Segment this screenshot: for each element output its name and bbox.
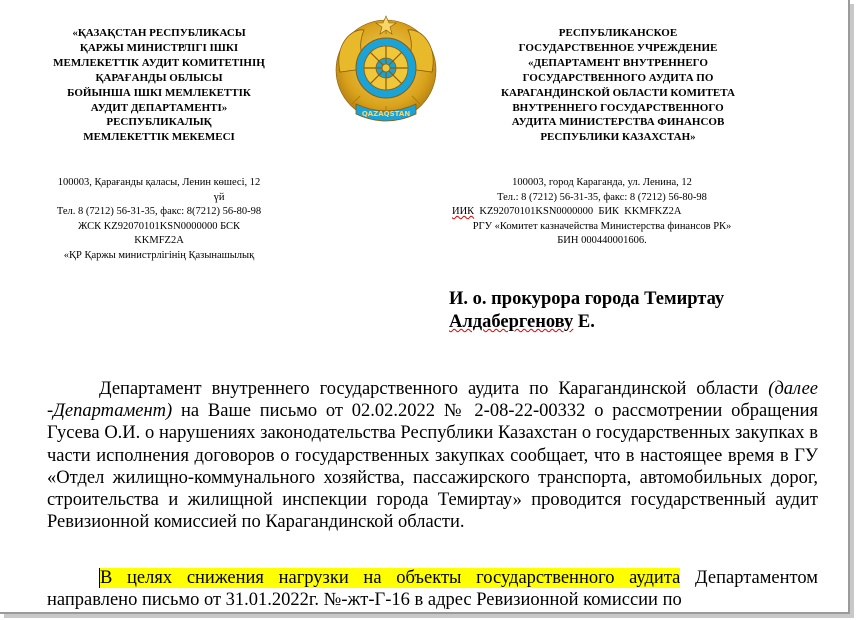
header-line: МЕМЛЕКЕТТІК МЕКЕМЕСІ bbox=[83, 131, 235, 144]
header-line: АУДИТА МИНИСТЕРСТВА ФИНАНСОВ bbox=[511, 116, 725, 129]
addressee-initial: Е. bbox=[573, 312, 595, 332]
body-paragraph-2[interactable] bbox=[47, 567, 818, 611]
header-line: ВНУТРЕННЕГО ГОСУДАРСТВЕННОГО bbox=[512, 101, 724, 114]
address-line bbox=[430, 205, 774, 220]
iik-label: ИИК bbox=[452, 206, 475, 218]
addressee-line-1: И. о. прокурора города Темиртау bbox=[449, 289, 725, 309]
emblem-ribbon-text: QAZAQSTAN bbox=[361, 110, 411, 118]
header-line: РЕСПУБЛИКИ КАЗАХСТАН» bbox=[540, 131, 696, 144]
header-line: КАРАГАНДИНСКОЙ ОБЛАСТИ КОМИТЕТА bbox=[500, 86, 735, 99]
paragraph-italic: (далее -Департамент) bbox=[47, 379, 818, 422]
address-line: Тел.: 8 (7212) 56-31-35, факс: 8 (7212) 56-80-98 bbox=[497, 191, 707, 203]
address-line: 100003, город Караганда, ул. Ленина, 12 bbox=[512, 177, 692, 188]
header-line: РЕСПУБЛИКАНСКОЕ bbox=[558, 27, 678, 39]
header-right-russian bbox=[468, 26, 768, 145]
highlighted-text: В целях снижения нагрузки на объекты государственного аудита bbox=[100, 568, 681, 588]
header-line: БОЙЫНША ІШКІ МЕМЛЕКЕТТІК bbox=[67, 86, 251, 99]
address-line: БИН 000440001606. bbox=[557, 235, 647, 247]
body-paragraph-1[interactable] bbox=[47, 378, 818, 533]
address-line: ЖСК KZ92070101KSN0000000 БСК bbox=[77, 220, 241, 232]
address-left bbox=[32, 176, 286, 264]
address-line: РГУ «Комитет казначейства Министерства финансов РК» bbox=[472, 220, 732, 232]
address-line: үй bbox=[213, 191, 225, 203]
header-line: РЕСПУБЛИКАЛЫҚ bbox=[106, 116, 212, 129]
header-line: «ҚАЗАҚСТАН РЕСПУБЛИКАСЫ bbox=[72, 27, 246, 39]
addressee-line-2 bbox=[449, 311, 724, 334]
address-line: Тел. 8 (7212) 56-31-35, факс: 8(7212) 56-80-98 bbox=[56, 206, 262, 218]
header-line: «ДЕПАРТАМЕНТ ВНУТРЕННЕГО bbox=[528, 56, 708, 69]
paragraph-text: Департаментом направлено письмо от 31.01.2022г. №-жт-Г-16 в адрес Ревизионной комиссии по bbox=[47, 568, 818, 611]
addressee-surname: Алдабергенову bbox=[449, 312, 574, 332]
header-line: АУДИТ ДЕПАРТАМЕНТІ» bbox=[90, 101, 228, 114]
address-line: 100003, Қарағанды қаласы, Ленин көшесі, 12 bbox=[57, 177, 261, 188]
header-left-kazakh bbox=[28, 26, 290, 145]
address-right bbox=[430, 176, 774, 249]
paragraph-text: Департамент внутреннего государственного аудита по Карагандинской области bbox=[99, 379, 769, 399]
header-line: ҚАРЖЫ МИНИСТРЛІГІ ІШКІ bbox=[79, 41, 239, 54]
address-line: «ҚР Қаржы министрлігінің Қазынашылық bbox=[63, 249, 255, 261]
address-line: KKMFZ2A bbox=[134, 235, 184, 247]
header-line: ГОСУДАРСТВЕННОЕ УЧРЕЖДЕНИЕ bbox=[518, 41, 718, 54]
paragraph-text: на Ваше письмо от 02.02.2022 № 2-08-22-00332 о рассмотрении обращения Гусева О.И. о нарушениях законодательства Республики Казахстан о государственных закупках в части исполнения договоров о государственных закупках сообщает, что в настоящее время в ГУ «Отдел жилищно-коммунального хозяйства, пассажирского транспорта, автомобильных дорог, строительства и жилищной инспекции города Темиртау» проводится государственный аудит Ревизионной комиссией по Карагандинской области. bbox=[47, 401, 818, 533]
header-line: ҚАРАҒАНДЫ ОБЛЫСЫ bbox=[95, 71, 223, 84]
addressee bbox=[449, 288, 724, 334]
kazakhstan-emblem-icon bbox=[330, 14, 442, 132]
iik-value: KZ92070101KSN0000000 БИК KKMFKZ2A bbox=[474, 206, 682, 218]
header-line: МЕМЛЕКЕТТІК АУДИТ КОМИТЕТІНІҢ bbox=[53, 56, 265, 69]
header-line: ГОСУДАРСТВЕННОГО АУДИТА ПО bbox=[522, 71, 714, 84]
